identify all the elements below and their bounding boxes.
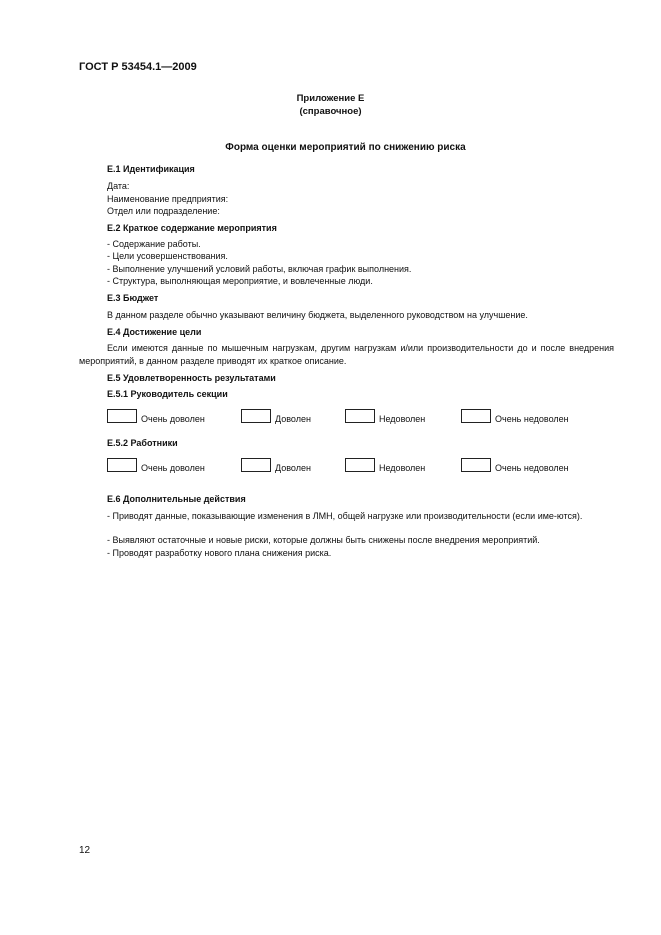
- document-code: ГОСТ Р 53454.1—2009: [79, 61, 197, 73]
- option-label: Недоволен: [379, 463, 426, 473]
- appendix-subtitle: (справочное): [299, 106, 362, 117]
- option-label: Очень недоволен: [495, 414, 569, 424]
- list-item: - Выполнение улучшений условий работы, включая график выполнения.: [107, 264, 412, 274]
- option-label: Очень недоволен: [495, 463, 569, 473]
- checkbox-satisfied-manager[interactable]: [241, 409, 271, 423]
- page-number: 12: [79, 845, 91, 856]
- section-e4-text: Если имеются данные по мышечным нагрузкам, другим нагрузкам и/или производительности до и после внедрения мероприятий, в данном разделе приводят их краткое описание.: [79, 343, 614, 366]
- section-e3-text: В данном разделе обычно указывают величину бюджета, выделенного руководством на улучшение.: [107, 310, 528, 320]
- section-e1-heading: Е.1 Идентификация: [107, 164, 195, 174]
- section-e3-heading: Е.3 Бюджет: [107, 293, 159, 303]
- section-e6-heading: Е.6 Дополнительные действия: [107, 494, 246, 504]
- checkbox-very-dissatisfied-workers[interactable]: [461, 458, 491, 472]
- appendix-title: Приложение Е: [296, 93, 365, 104]
- option-label: Доволен: [275, 463, 311, 473]
- section-e4-heading: Е.4 Достижение цели: [107, 327, 202, 337]
- option-label: Доволен: [275, 414, 311, 424]
- field-date: Дата:: [107, 181, 130, 191]
- section-e52-heading: Е.5.2 Работники: [107, 438, 178, 448]
- list-item: - Приводят данные, показывающие изменения в ЛМН, общей нагрузке или производительности (если име-ются).: [107, 511, 583, 521]
- checkbox-satisfied-workers[interactable]: [241, 458, 271, 472]
- checkbox-very-dissatisfied-manager[interactable]: [461, 409, 491, 423]
- option-label: Недоволен: [379, 414, 426, 424]
- list-item: - Проводят разработку нового плана снижения риска.: [107, 548, 332, 558]
- list-item: - Цели усовершенствования.: [107, 251, 228, 261]
- checkbox-dissatisfied-manager[interactable]: [345, 409, 375, 423]
- field-company: Наименование предприятия:: [107, 194, 229, 204]
- section-e51-heading: Е.5.1 Руководитель секции: [107, 389, 228, 399]
- list-item: - Структура, выполняющая мероприятие, и вовлеченные люди.: [107, 276, 373, 286]
- list-item: - Выявляют остаточные и новые риски, которые должны быть снижены после внедрения мероприятий.: [107, 535, 540, 545]
- option-label: Очень доволен: [141, 414, 205, 424]
- option-label: Очень доволен: [141, 463, 205, 473]
- form-title: Форма оценки мероприятий по снижению риска: [225, 142, 466, 153]
- field-department: Отдел или подразделение:: [107, 206, 220, 216]
- checkbox-very-satisfied-manager[interactable]: [107, 409, 137, 423]
- section-e5-heading: Е.5 Удовлетворенность результатами: [107, 373, 276, 383]
- checkbox-very-satisfied-workers[interactable]: [107, 458, 137, 472]
- list-item: - Содержание работы.: [107, 239, 201, 249]
- checkbox-dissatisfied-workers[interactable]: [345, 458, 375, 472]
- section-e2-heading: Е.2 Краткое содержание мероприятия: [107, 223, 277, 233]
